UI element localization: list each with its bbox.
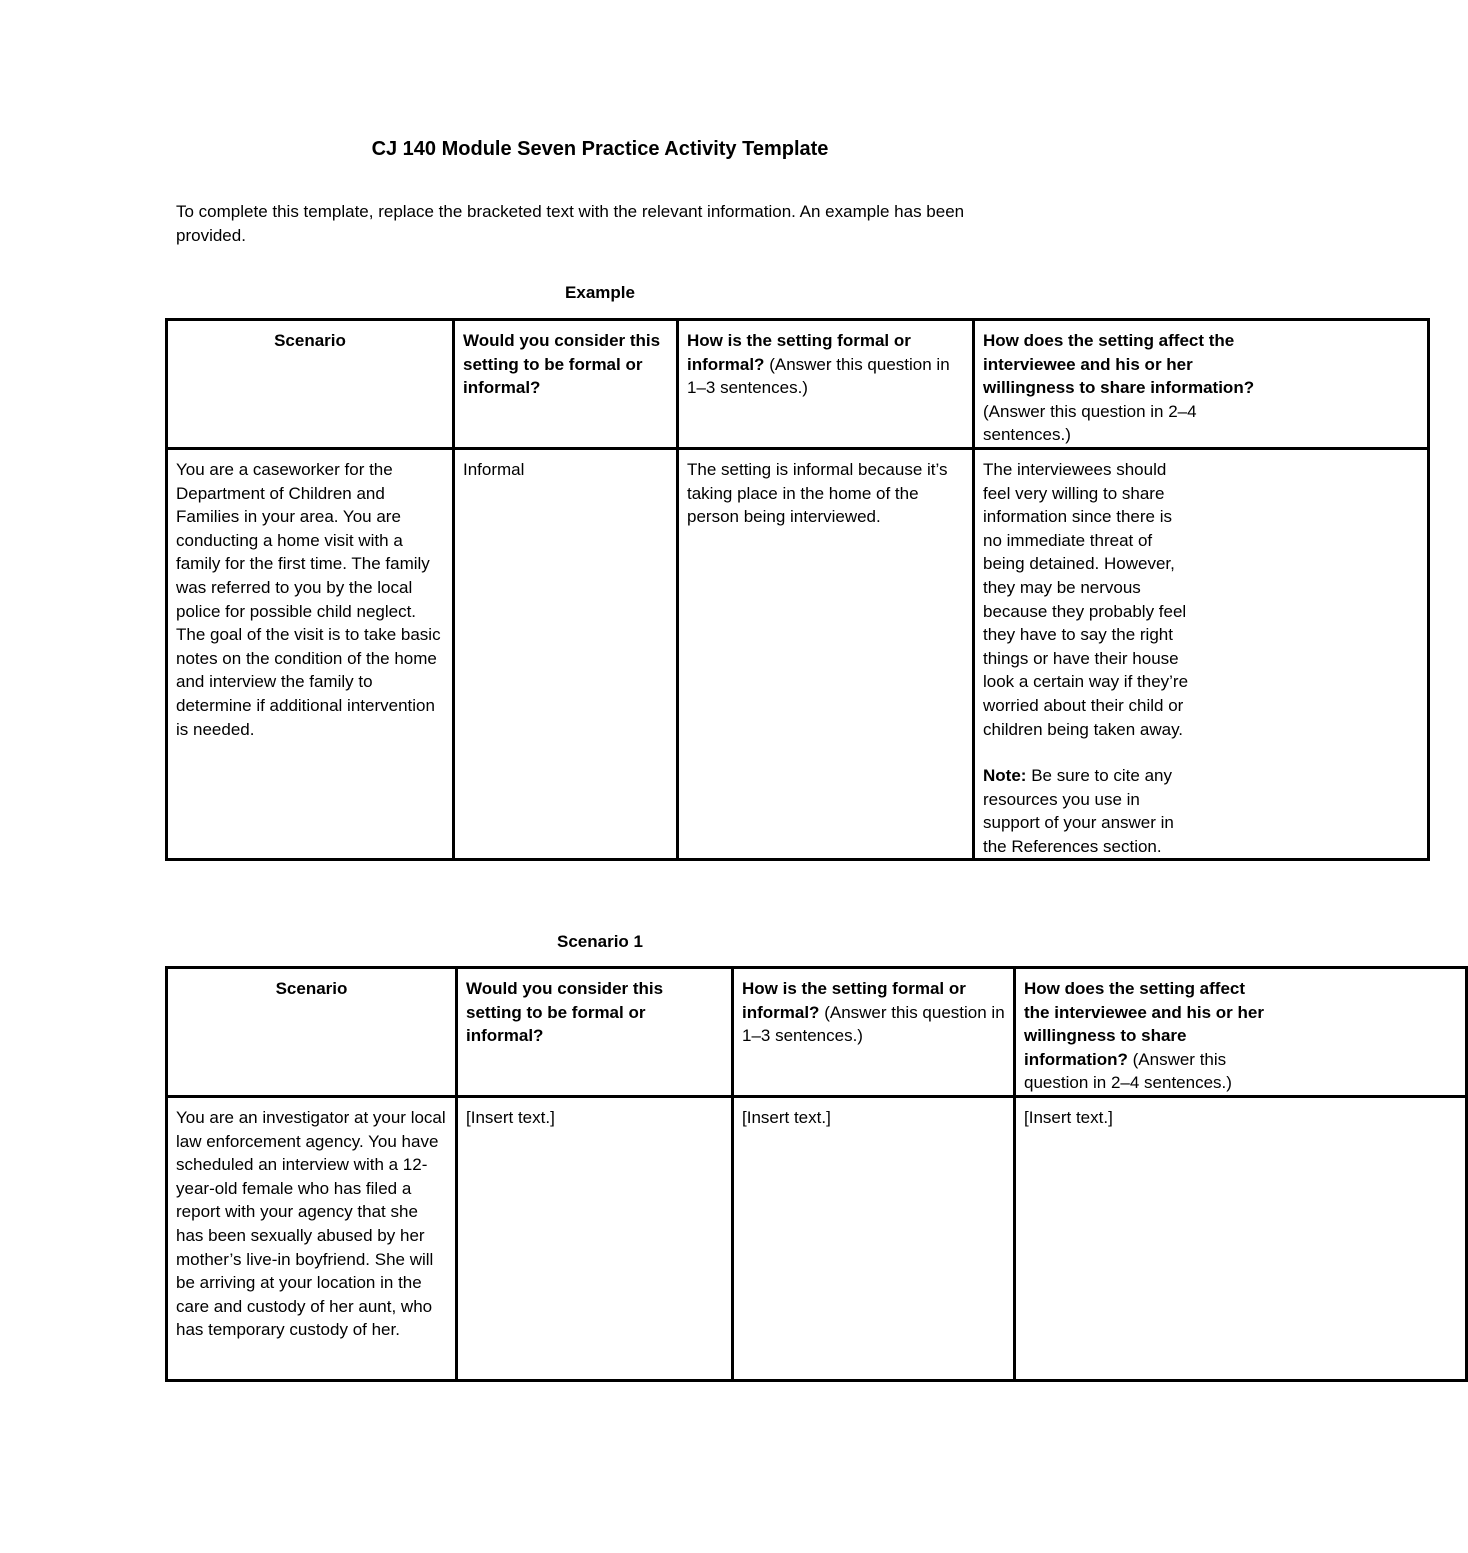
example-heading: Example bbox=[565, 283, 635, 302]
example-effect-cell bbox=[974, 448, 1429, 860]
scenario1-table bbox=[165, 966, 1468, 1382]
scenario1-row bbox=[167, 1096, 1467, 1380]
header-scenario: Scenario bbox=[167, 320, 454, 449]
scenario1-scenario-cell: You are an investigator at your local law enforcement agency. You have scheduled an interview with a 12-year-old female who has filed a report with your agency that she has been sexually abused by her mother’s live-in boyfriend. She will be arriving at your location in the care and custody of her aunt, who has temporary custody of her. bbox=[167, 1096, 457, 1380]
header-formal-or-informal: Would you consider this setting to be formal or informal? bbox=[454, 320, 678, 449]
scenario1-header-row bbox=[167, 968, 1467, 1097]
scenario1-heading: Scenario 1 bbox=[557, 932, 643, 951]
header-setting-effect bbox=[974, 320, 1429, 449]
intro-text: To complete this template, replace the bracketed text with the relevant information. An example has been provided. bbox=[176, 202, 965, 245]
header-setting-effect-question: How does the setting affect the interviewee and his or her willingness to share information? bbox=[983, 331, 1255, 398]
header-setting-effect-instruction: (Answer this question in 2–4 sentences.) bbox=[1024, 1049, 1232, 1093]
note-text: Be sure to cite any resources you use in support of your answer in the References section. bbox=[983, 766, 1174, 856]
example-scenario-cell: You are a caseworker for the Department of Children and Families in your area. You are conducting a home visit with a family for the first time. The family was referred to you by the local police for possible child neglect. The goal of the visit is to take basic notes on the condition of the home and interview the family to determine if additional intervention is needed. bbox=[167, 448, 454, 860]
example-formal-cell: Informal bbox=[454, 448, 678, 860]
scenario1-how-cell[interactable]: [Insert text.] bbox=[733, 1096, 1015, 1380]
example-note bbox=[983, 764, 1192, 858]
page-title: CJ 140 Module Seven Practice Activity Template bbox=[371, 138, 829, 160]
example-table bbox=[165, 318, 1430, 861]
header-scenario: Scenario bbox=[167, 968, 457, 1097]
scenario1-formal-cell[interactable]: [Insert text.] bbox=[457, 1096, 733, 1380]
example-effect-text: The interviewees should feel very willing to share information since there is no immediate threat of being detained. However, they may be nervous because they probably feel they have to say the right things or have their house look a certain way if they’re worried about their child or children being taken away. bbox=[983, 459, 1189, 739]
header-setting-effect bbox=[1015, 968, 1467, 1097]
header-how-setting-instruction: (Answer this question in 1–3 sentences.) bbox=[687, 354, 950, 398]
note-label: Note: bbox=[983, 766, 1027, 786]
example-header-row bbox=[167, 320, 1429, 449]
header-how-setting bbox=[678, 320, 974, 449]
header-how-setting-question: How is the setting formal or informal? bbox=[687, 331, 911, 374]
header-formal-or-informal: Would you consider this setting to be formal or informal? bbox=[457, 968, 733, 1097]
header-how-setting-instruction: (Answer this question in 1–3 sentences.) bbox=[742, 1002, 1005, 1046]
scenario1-effect-cell[interactable]: [Insert text.] bbox=[1015, 1096, 1467, 1380]
example-how-cell: The setting is informal because it’s taking place in the home of the person being interviewed. bbox=[678, 448, 974, 860]
header-how-setting-question: How is the setting formal or informal? bbox=[742, 979, 966, 1022]
example-row bbox=[167, 448, 1429, 860]
header-how-setting bbox=[733, 968, 1015, 1097]
header-setting-effect-question: How does the setting affect the interviewee and his or her willingness to share information? bbox=[1024, 979, 1264, 1069]
header-setting-effect-instruction: (Answer this question in 2–4 sentences.) bbox=[983, 401, 1197, 445]
